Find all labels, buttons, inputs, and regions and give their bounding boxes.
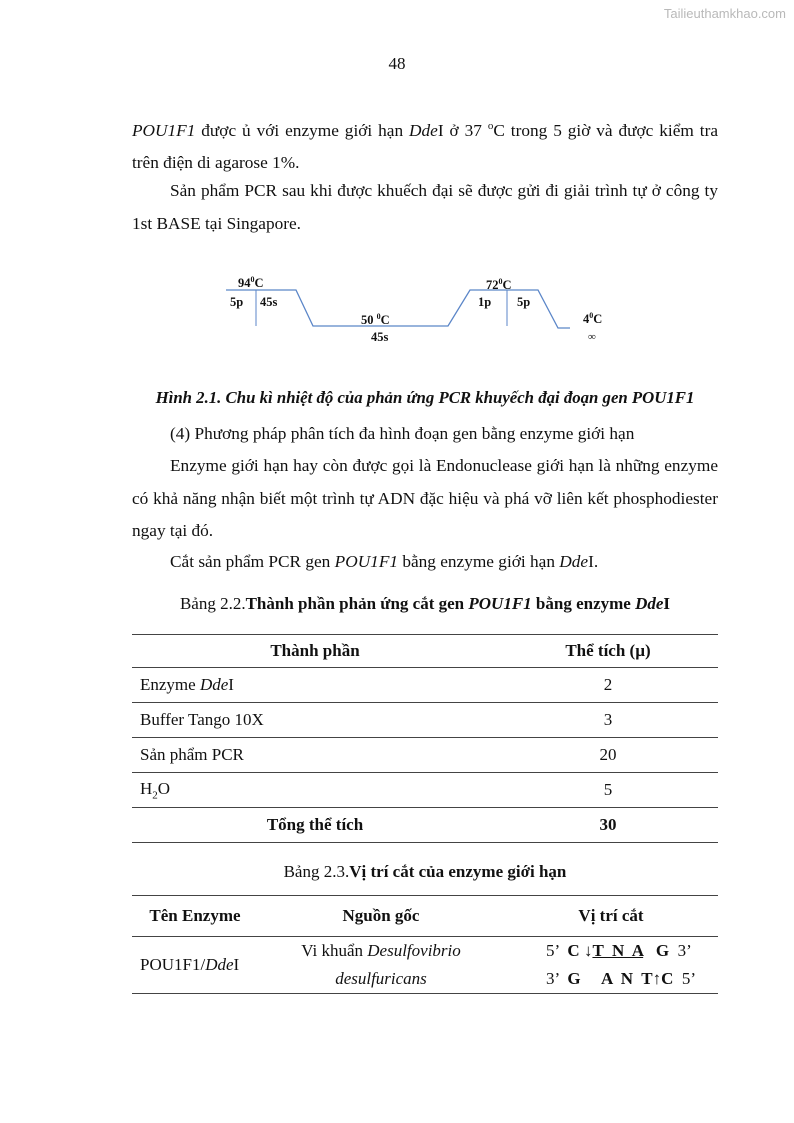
label-5p-b: 5p (517, 295, 531, 309)
paragraph-sequencing: Sản phẩm PCR sau khi được khuếch đại sẽ được gửi đi giải trình tự ở công ty 1st BASE tại Singapore. (132, 181, 718, 233)
cut-site-table (132, 895, 718, 994)
label-5p-a: 5p (230, 295, 244, 309)
page-number: 48 (388, 54, 406, 73)
cell-total-volume: 30 (498, 808, 718, 843)
header-enzyme-name: Tên Enzyme (132, 896, 258, 937)
table-row (132, 703, 718, 738)
cell-volume: 2 (498, 668, 718, 703)
reaction-table (132, 634, 718, 843)
cell-component: Buffer Tango 10X (132, 703, 498, 738)
label-45s-a: 45s (260, 295, 278, 309)
sequence-top-strand: 5’ C ↓T N A G 3’ (546, 941, 692, 960)
label-50c: 50 $^0$C (361, 312, 390, 327)
label-4c: $4^0C$ (583, 311, 603, 326)
table-header-row (132, 896, 718, 937)
cell-component: Enzyme DdeI (132, 668, 498, 703)
cell-volume: 20 (498, 738, 718, 773)
cell-cut-site (504, 937, 718, 994)
header-cut-site: Vị trí cắt (504, 896, 718, 937)
label-45s-b: 45s (371, 330, 389, 344)
paragraph-method: (4) Phương pháp phân tích đa hình đoạn gen bằng enzyme giới hạn (170, 424, 635, 443)
table-row (132, 738, 718, 773)
table1-caption: Bảng 2.2.Thành phần phản ứng cắt gen POU1F1 bằng enzyme DdeI (179, 594, 671, 613)
paragraph-enzyme-def: Enzyme giới hạn hay còn được gọi là Endonuclease giới hạn là những enzyme có khả năng nhận biết một trình tự ADN đặc hiệu và phá vỡ liên kết phosphodiester ngay tại đó. (132, 456, 718, 540)
cell-component: Sản phẩm PCR (132, 738, 498, 773)
label-72c: $72^0C$ (486, 277, 512, 292)
table-row (132, 668, 718, 703)
pcr-cycle-diagram (210, 268, 630, 348)
cell-volume: 5 (498, 773, 718, 808)
cell-source: Vi khuẩn Desulfovibrio desulfuricans (258, 937, 504, 994)
label-94c: $94^0C$ (238, 275, 264, 290)
label-infinity: ∞ (588, 331, 596, 343)
header-component: Thành phần (132, 635, 498, 668)
cell-component: $H_2O$ (132, 773, 498, 808)
sequence-bottom-strand: 3’ G A N T↑C 5’ (546, 969, 697, 988)
table2-caption: Bảng 2.3.Vị trí cắt của enzyme giới hạn (283, 862, 567, 881)
table-header-row (132, 635, 718, 668)
cell-enzyme-name: POU1F1/DdeI (132, 937, 258, 994)
watermark: Tailieuthamkhao.com (663, 6, 786, 21)
paragraph-cut: Cắt sản phẩm PCR gen POU1F1 bằng enzyme giới hạn DdeI. (170, 552, 599, 571)
header-source: Nguồn gốc (258, 896, 504, 937)
cell-volume: 3 (498, 703, 718, 738)
paragraph-digest: POU1F1 được ủ với enzyme giới hạn DdeI ở 37 $^o$C trong 5 giờ và được kiểm tra trên điện di agarose 1%. (132, 120, 718, 173)
header-volume: Thể tích (µ) (498, 635, 718, 668)
label-1p: 1p (478, 295, 492, 309)
table-row (132, 937, 718, 994)
table-row (132, 773, 718, 808)
table-total-row (132, 808, 718, 843)
cell-total-label: Tổng thể tích (132, 808, 498, 843)
figure-caption: Hình 2.1. Chu kì nhiệt độ của phản ứng PCR khuyếch đại đoạn gen POU1F1 (155, 388, 695, 407)
